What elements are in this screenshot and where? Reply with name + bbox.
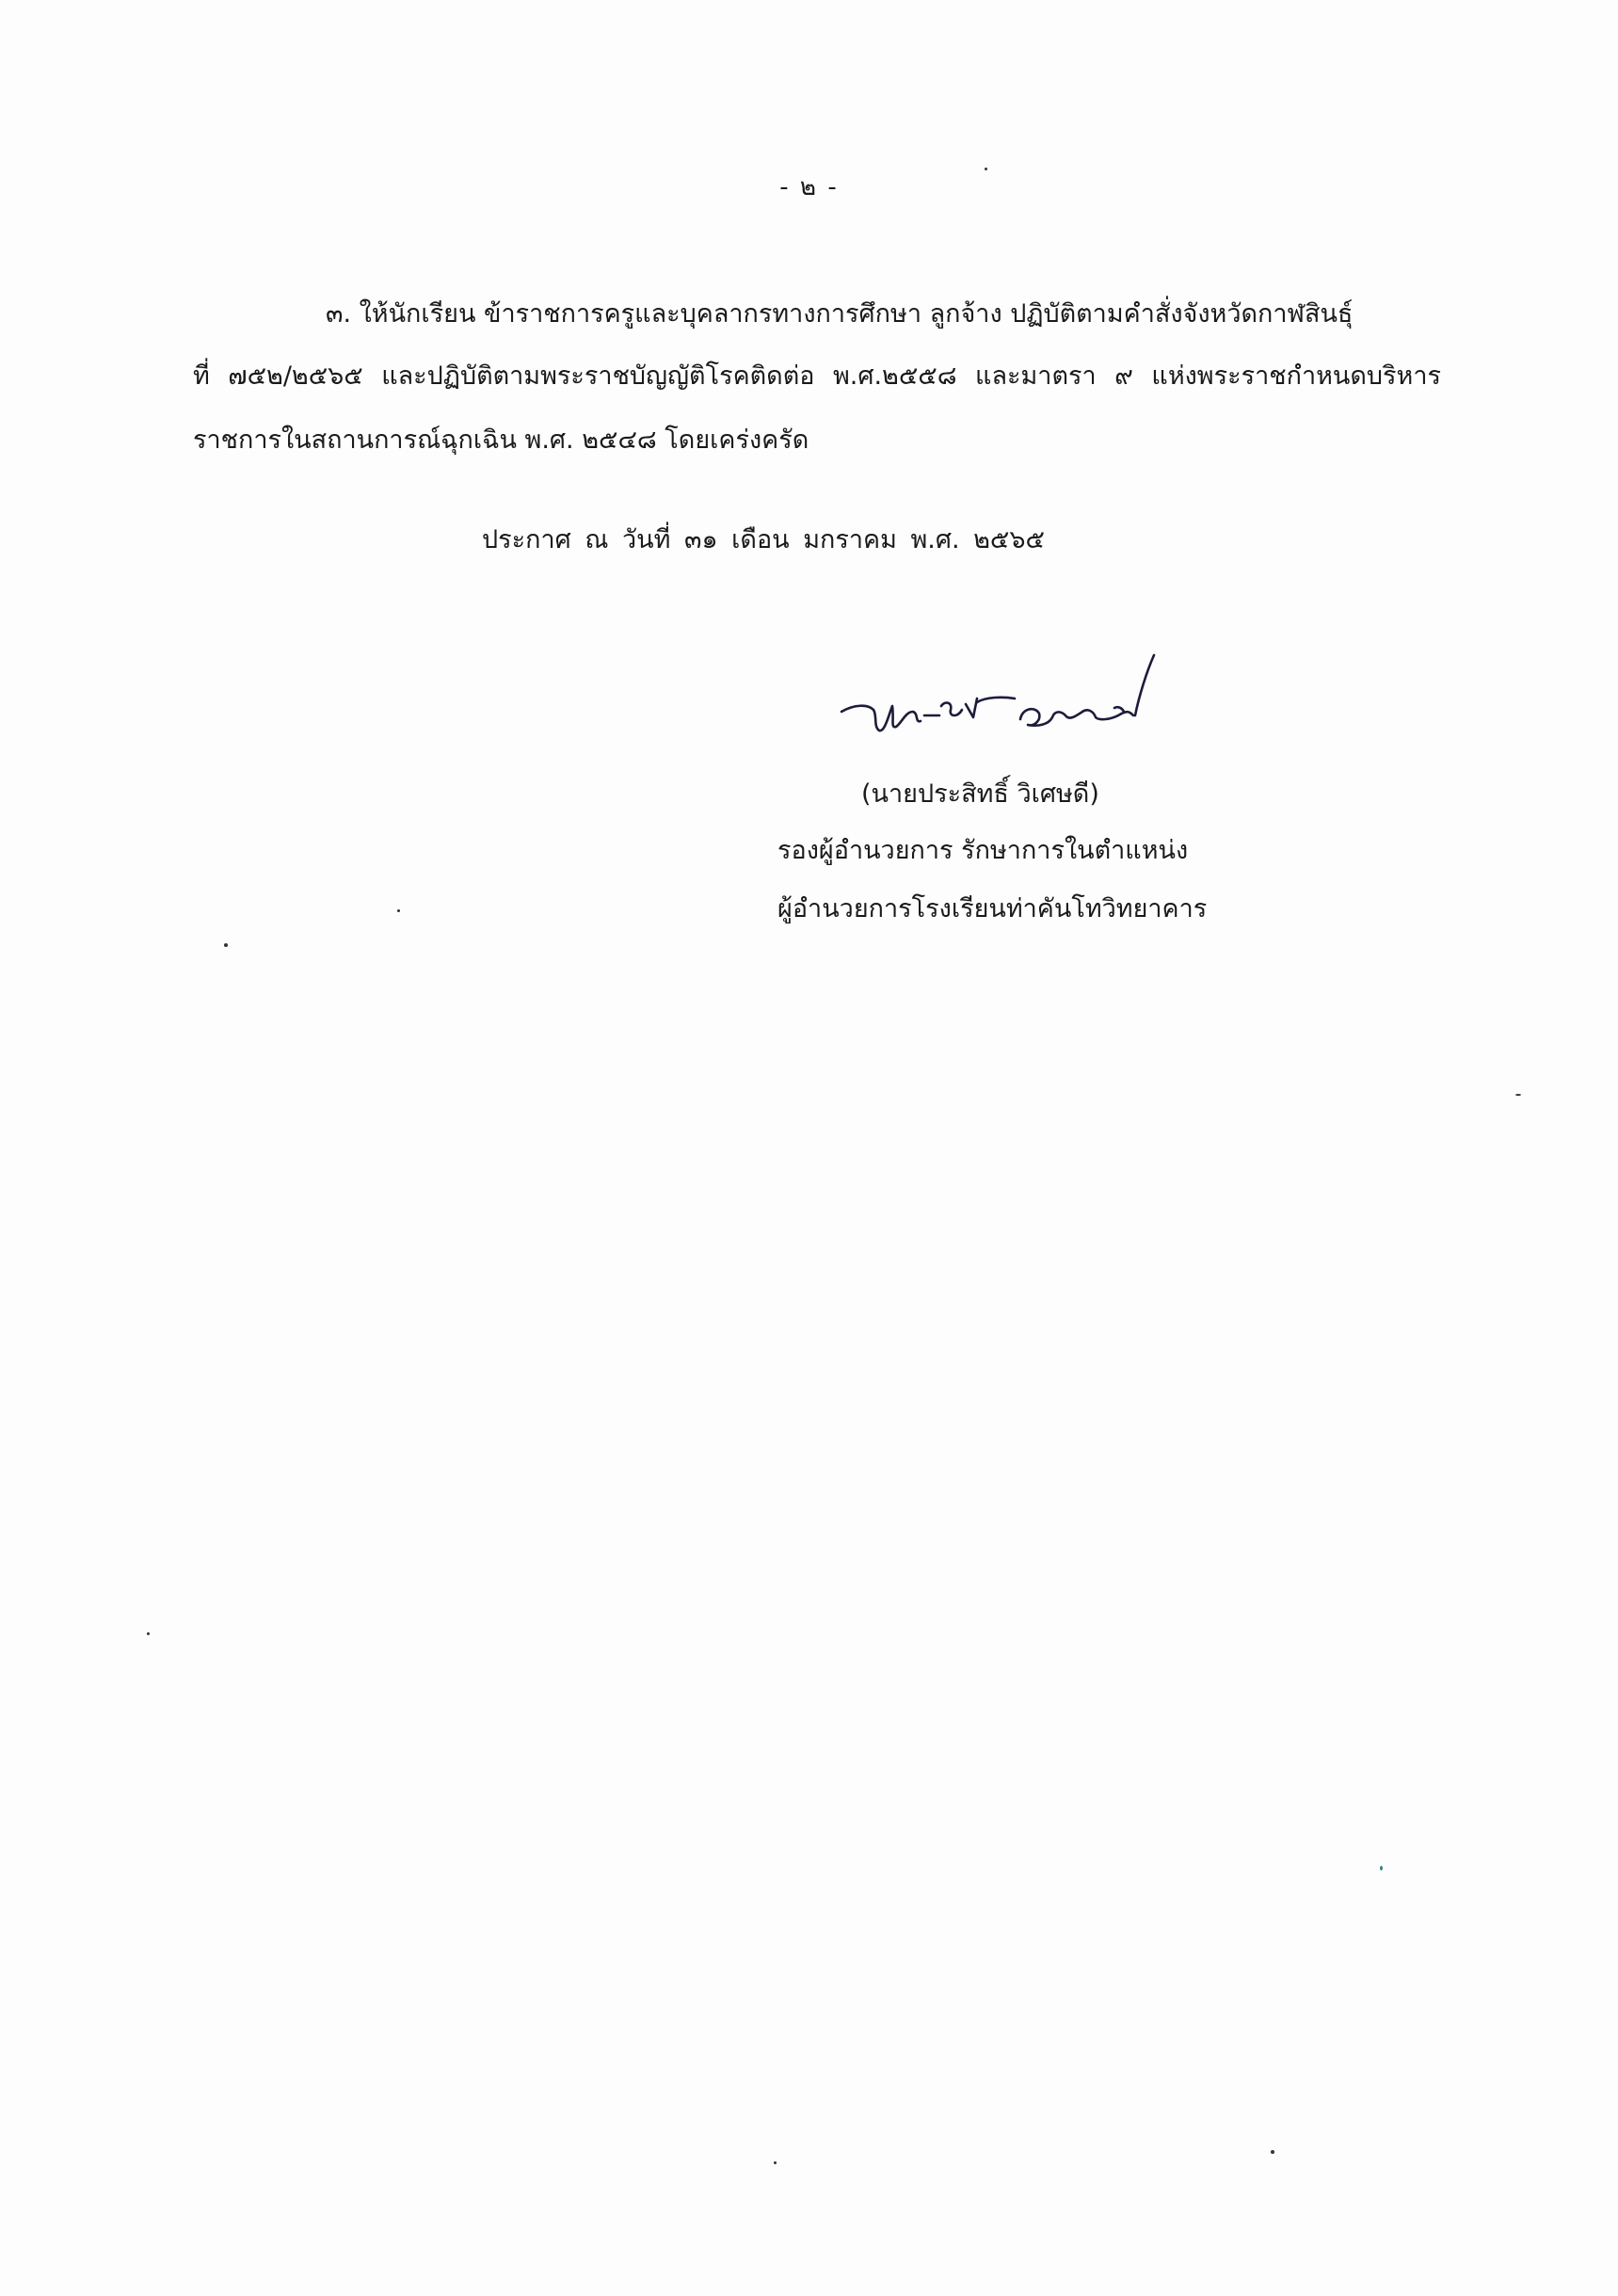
scan-speck [985, 168, 987, 170]
signer-position-2: ผู้อำนวยการโรงเรียนท่าคันโทวิทยาคาร [777, 894, 1208, 923]
signer-position-1: รองผู้อำนวยการ รักษาการในตำแหน่ง [777, 836, 1189, 865]
scan-speck [1515, 1094, 1521, 1096]
page-number: - ๒ - [779, 173, 839, 201]
scan-speck [1271, 2150, 1274, 2154]
scan-speck [147, 1632, 150, 1635]
scan-speck [774, 2161, 777, 2164]
paragraph-line-2: ที่ ๗๕๒/๒๕๖๕ และปฏิบัติตามพระราชบัญญัติโรคติดต่อ พ.ศ.๒๕๕๘ และมาตรา ๙ แห่งพระราชกำหนดบริหาร [193, 361, 1441, 391]
scan-speck [224, 943, 228, 947]
handwritten-signature-icon [836, 650, 1184, 753]
paragraph-line-1: ๓. ให้นักเรียน ข้าราชการครูและบุคลากรทางการศึกษา ลูกจ้าง ปฏิบัติตามคำสั่งจังหวัดกาฬสินธุ์ [326, 299, 1354, 329]
paragraph-line-3: ราชการในสถานการณ์ฉุกเฉิน พ.ศ. ๒๕๔๘ โดยเคร่งครัด [193, 425, 809, 455]
signer-name: (นายประสิทธิ์ วิเศษดี) [861, 779, 1099, 809]
scan-speck [397, 909, 400, 912]
announcement-date: ประกาศ ณ วันที่ ๓๑ เดือน มกราคม พ.ศ. ๒๕๖๕ [482, 525, 1045, 554]
scan-speck [1380, 1866, 1383, 1871]
